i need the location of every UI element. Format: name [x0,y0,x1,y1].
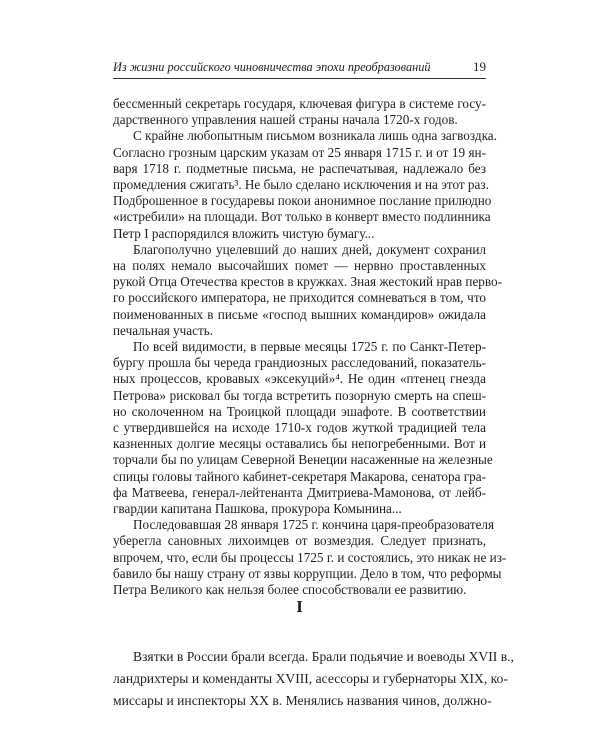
text-line: дарственного управления нашей страны начала 1720-х годов. [113,112,458,128]
text-line: варя 1718 г. подметные письма, не распечатывая, надлежало без [113,160,486,176]
text-line: бавило бы нашу страну от язвы коррупции. Дело в том, что реформы [113,565,502,581]
text-line: Последовавшая 28 января 1725 г. кончина царя-преобразователя [133,517,495,533]
text-line: но сколоченном на Троицкой площади эшафоте. В соответствии [113,403,486,419]
text-line: Петра Великого как нельзя более способствовали ее развитию. [113,582,467,597]
page-number: 19 [473,59,486,74]
section-number: I [296,597,303,616]
text-line: ных процессов, кровавых «эксекуций»⁴. Не один «птенец гнезда [113,371,486,387]
text-line: промедления сжигать³. Не было сделано исключения и на этот раз. [113,177,489,192]
text-line: рукой Отца Отечества крестов в кружках. Зная жестокий нрав перво- [113,274,503,290]
header-rule [113,78,486,79]
text-line: впрочем, что, если бы процессы 1725 г. и состоялись, это никак не из- [113,549,507,565]
text-line: спицы головы тайного кабинет-секретаря Макарова, сенатора гра- [113,468,486,484]
text-line: Согласно грозным царским указам от 25 января 1715 г. и от 19 ян- [113,144,486,160]
text-line: торчали бы по улицам Северной Венеции насаженные на железные [113,452,493,468]
text-line: Петрова» рисковал бы тогда встретить позорную смерть на спеш- [113,387,486,403]
text-line: бургу прошла бы череда грандиозных расследований, показатель- [113,355,486,371]
text-line: Благополучно уцелевший до наших дней, документ сохранил [133,241,486,257]
text-line: «истребили» на площади. Вот только в конверт вместо подлинника [113,209,491,225]
text-line: бессменный секретарь государя, ключевая фигура в системе госу- [113,96,486,111]
text-line: Взятки в России брали всегда. Брали подьячие и воеводы XVII в., [133,649,514,664]
text-line: уберегла сановных лихоимцев от возмездия. Следует признать, [113,533,486,549]
text-line: Петр I распорядился вложить чистую бумагу... [113,225,375,241]
text-line: печальная участь. [113,322,214,338]
running-header-title: Из жизни российского чиновничества эпохи преобразований [113,60,431,74]
text-line: казненных долгие месяцы оставались бы непогребенными. Вот и [113,436,486,452]
text-line: поименованных в письме «господ вышних командиров» ожидала [113,306,486,322]
text-line: ландрихтеры и коменданты XVIII, асессоры и губернаторы XIX, ко- [113,671,508,686]
text-line: го российского императора, не приходится сомневаться в том, что [113,290,486,306]
text-line: с утвердившейся на исходе 1710-х годов жуткой традицией тела [113,420,486,435]
text-line: Подброшенное в государевы покои анонимное послание прилюдно [113,193,492,209]
text-line: на полях немало высочайших помет — нервно проставленных [113,258,486,273]
text-line: гвардии капитана Пашкова, прокурора Комынина... [113,501,402,516]
text-line: миссары и инспекторы XX в. Менялись названия чинов, должно- [113,693,492,708]
text-line: С крайне любопытным письмом возникала лишь одна загвоздка. [133,128,497,144]
text-line: фа Матвеева, генерал-лейтенанта Дмитриева-Мамонова, от лейб- [113,484,486,500]
running-header [113,56,486,76]
text-line: По всей видимости, в первые месяцы 1725 г. по Санкт-Петер- [133,339,486,354]
